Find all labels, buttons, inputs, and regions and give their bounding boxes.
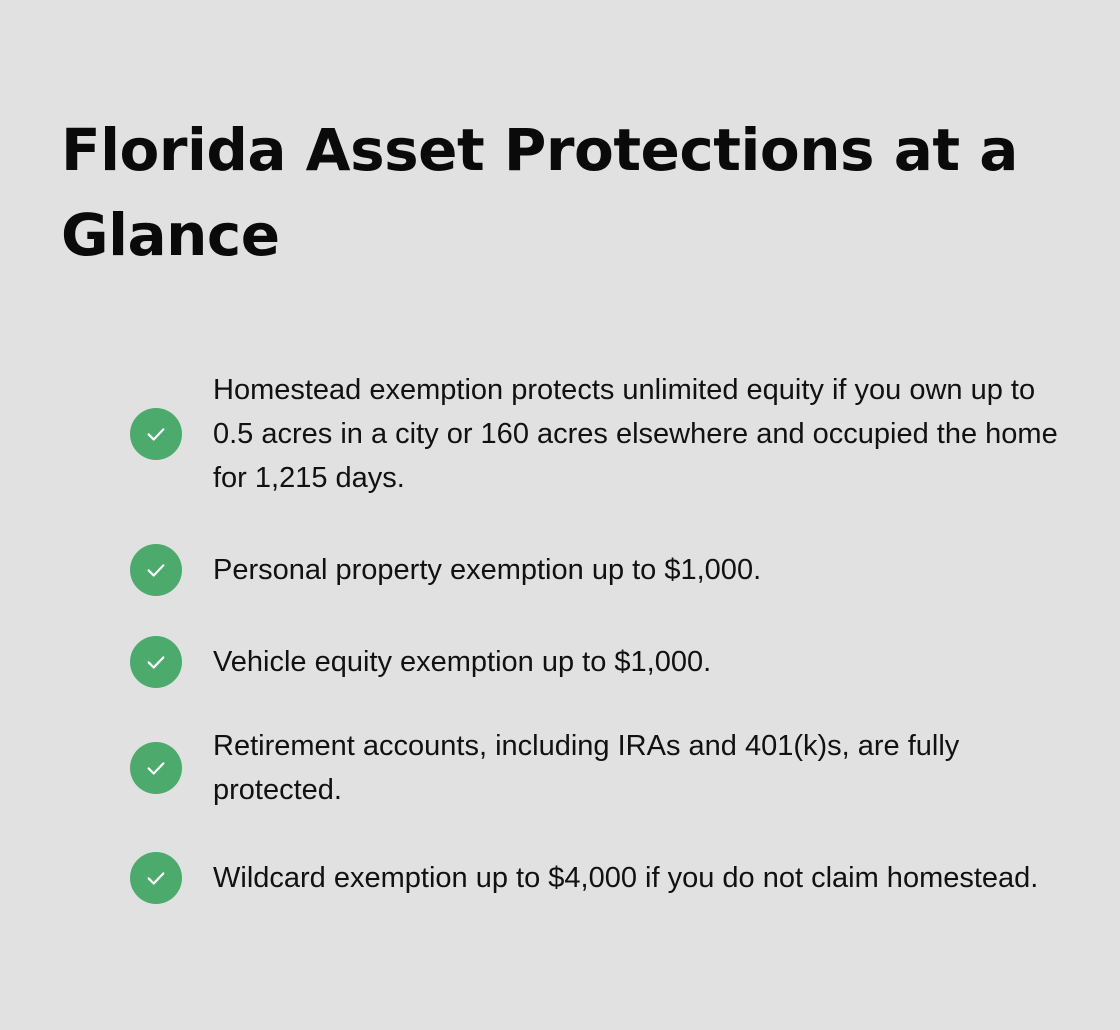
list-item-wildcard bbox=[130, 852, 1070, 904]
check-icon bbox=[130, 852, 182, 904]
check-icon bbox=[130, 408, 182, 460]
page-title: Florida Asset Protections at a Glance bbox=[61, 116, 1018, 269]
check-icon bbox=[130, 742, 182, 794]
list-item-text: Homestead exemption protects unlimited equity if you own up to 0.5 acres in a city or 160 acres elsewhere and occupied the home for 1,215 days. bbox=[213, 374, 1058, 494]
list-item-text: Personal property exemption up to $1,000. bbox=[213, 554, 762, 586]
list-item-homestead bbox=[130, 368, 1070, 500]
protections-list bbox=[130, 0, 1070, 1030]
list-item-personal-property bbox=[130, 544, 1070, 596]
list-item-text: Retirement accounts, including IRAs and 401(k)s, are fully protected. bbox=[213, 730, 960, 806]
check-icon bbox=[130, 544, 182, 596]
list-item-text: Vehicle equity exemption up to $1,000. bbox=[213, 646, 712, 678]
list-item-text: Wildcard exemption up to $4,000 if you do not claim homestead. bbox=[213, 862, 1039, 894]
list-item-retirement bbox=[130, 724, 1070, 812]
list-item-vehicle-equity bbox=[130, 636, 1070, 688]
check-icon bbox=[130, 636, 182, 688]
